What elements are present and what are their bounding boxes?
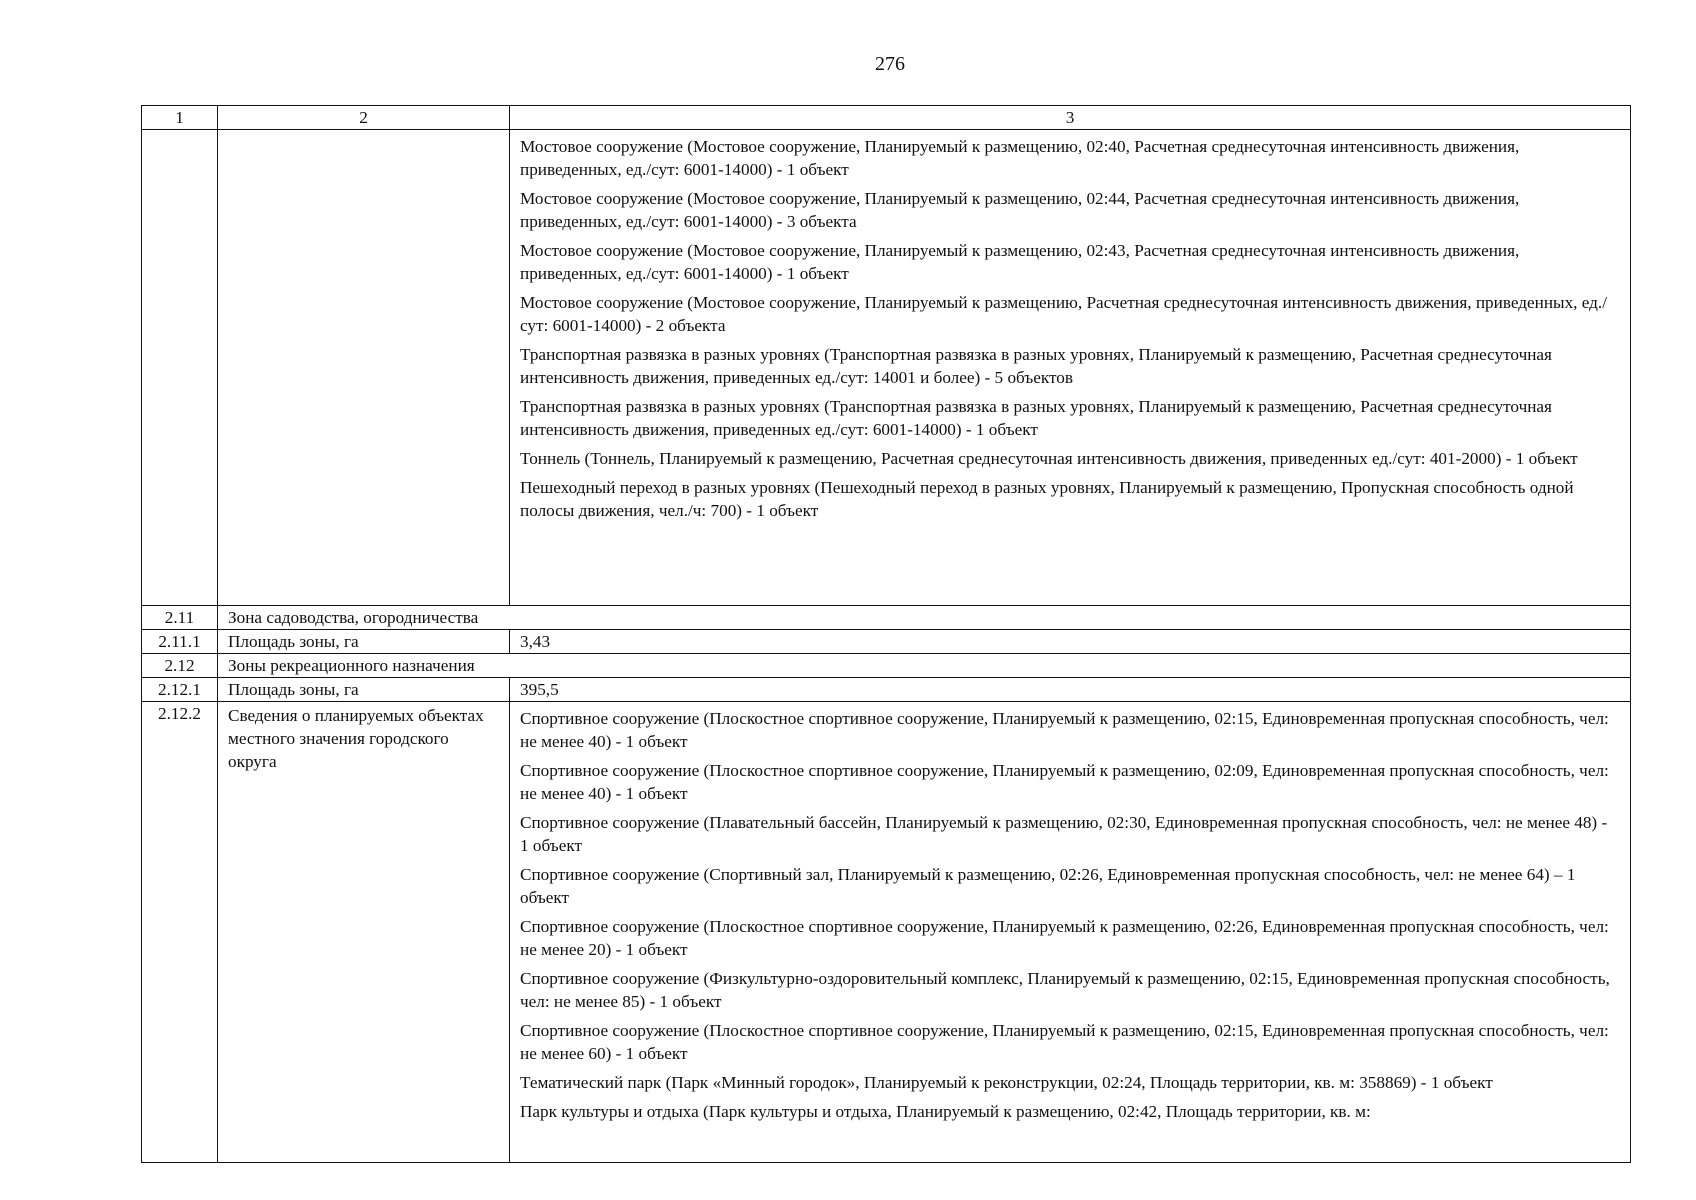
list-item: Спортивное сооружение (Плавательный бассейн, Планируемый к размещению, 02:30, Единовременная пропускная способность, чел: не менее 48) - 1 объект — [520, 813, 1608, 855]
document-table — [141, 105, 1631, 1163]
row-number: 2.11.1 — [142, 630, 218, 654]
list-item: Спортивное сооружение (Плоскостное спортивное сооружение, Планируемый к размещению, 02:26, Единовременная пропускная способность, чел: не менее 20) - 1 объект — [520, 917, 1609, 959]
row-label: Сведения о планируемых объектах местного значения городского округа — [218, 702, 510, 1163]
list-item: Тоннель (Тоннель, Планируемый к размещению, Расчетная среднесуточная интенсивность движения, приведенных ед./сут: 401-2000) - 1 объект — [520, 449, 1578, 468]
list-item: Тематический парк (Парк «Минный городок», Планируемый к реконструкции, 02:24, Площадь территории, кв. м: 358869) - 1 объект — [520, 1073, 1493, 1092]
list-item: Спортивное сооружение (Плоскостное спортивное сооружение, Планируемый к размещению, 02:15, Единовременная пропускная способность, чел: не менее 60) - 1 объект — [520, 1021, 1609, 1063]
row-entries-cell — [510, 130, 1631, 606]
row-label-cell — [218, 130, 510, 606]
list-item: Спортивное сооружение (Плоскостное спортивное сооружение, Планируемый к размещению, 02:09, Единовременная пропускная способность, чел: не менее 40) - 1 объект — [520, 761, 1609, 803]
table-row-2-12 — [142, 654, 1631, 678]
header-col-2: 2 — [218, 106, 510, 130]
row-number: 2.12 — [142, 654, 218, 678]
table-row-2-12-1 — [142, 678, 1631, 702]
page-number: 276 — [875, 53, 905, 75]
row-label: Площадь зоны, га — [218, 678, 510, 702]
header-col-1: 1 — [142, 106, 218, 130]
list-item: Мостовое сооружение (Мостовое сооружение, Планируемый к размещению, 02:40, Расчетная среднесуточная интенсивность движения, приведенных, ед./сут: 6001-14000) - 1 объект — [520, 137, 1520, 179]
row-value: 395,5 — [510, 678, 1631, 702]
row-number: 2.11 — [142, 606, 218, 630]
row-number: 2.12.1 — [142, 678, 218, 702]
list-item: Спортивное сооружение (Плоскостное спортивное сооружение, Планируемый к размещению, 02:15, Единовременная пропускная способность, чел: не менее 40) - 1 объект — [520, 709, 1609, 751]
list-item: Транспортная развязка в разных уровнях (Транспортная развязка в разных уровнях, Планируемый к размещению, Расчетная среднесуточная интенсивность движения, приведенных ед./сут: 14001 и более) - 5 объектов — [520, 345, 1552, 387]
list-item: Парк культуры и отдыха (Парк культуры и отдыха, Планируемый к размещению, 02:42, Площадь территории, кв. м: — [520, 1102, 1371, 1121]
row-section-title: Зона садоводства, огородничества — [218, 606, 1631, 630]
list-item: Пешеходный переход в разных уровнях (Пешеходный переход в разных уровнях, Планируемый к размещению, Пропускная способность одной полосы движения, чел./ч: 700) - 1 объект — [520, 478, 1574, 520]
row-number-cell — [142, 130, 218, 606]
table-header-row — [142, 106, 1631, 130]
table-row-2-12-2 — [142, 702, 1631, 1163]
list-item: Транспортная развязка в разных уровнях (Транспортная развязка в разных уровнях, Планируемый к размещению, Расчетная среднесуточная интенсивность движения, приведенных ед./сут: 6001-14000) - 1 объект — [520, 397, 1552, 439]
list-item: Мостовое сооружение (Мостовое сооружение, Планируемый к размещению, 02:43, Расчетная среднесуточная интенсивность движения, приведенных, ед./сут: 6001-14000) - 1 объект — [520, 241, 1520, 283]
row-number: 2.12.2 — [142, 702, 218, 1163]
row-value: 3,43 — [510, 630, 1631, 654]
list-item: Мостовое сооружение (Мостовое сооружение, Планируемый к размещению, 02:44, Расчетная среднесуточная интенсивность движения, приведенных, ед./сут: 6001-14000) - 3 объекта — [520, 189, 1520, 231]
row-section-title: Зоны рекреационного назначения — [218, 654, 1631, 678]
list-item: Спортивное сооружение (Спортивный зал, Планируемый к размещению, 02:26, Единовременная пропускная способность, чел: не менее 64) – 1 объект — [520, 865, 1576, 907]
table-row-continuation — [142, 130, 1631, 606]
row-entries-cell — [510, 702, 1631, 1163]
list-item: Спортивное сооружение (Физкультурно-оздоровительный комплекс, Планируемый к размещению, 02:15, Единовременная пропускная способность, чел: не менее 85) - 1 объект — [520, 969, 1610, 1011]
header-col-3: 3 — [510, 106, 1631, 130]
list-item: Мостовое сооружение (Мостовое сооружение, Планируемый к размещению, Расчетная среднесуточная интенсивность движения, приведенных, ед./сут: 6001-14000) - 2 объекта — [520, 293, 1607, 335]
row-label: Площадь зоны, га — [218, 630, 510, 654]
table-row-2-11 — [142, 606, 1631, 630]
table-row-2-11-1 — [142, 630, 1631, 654]
